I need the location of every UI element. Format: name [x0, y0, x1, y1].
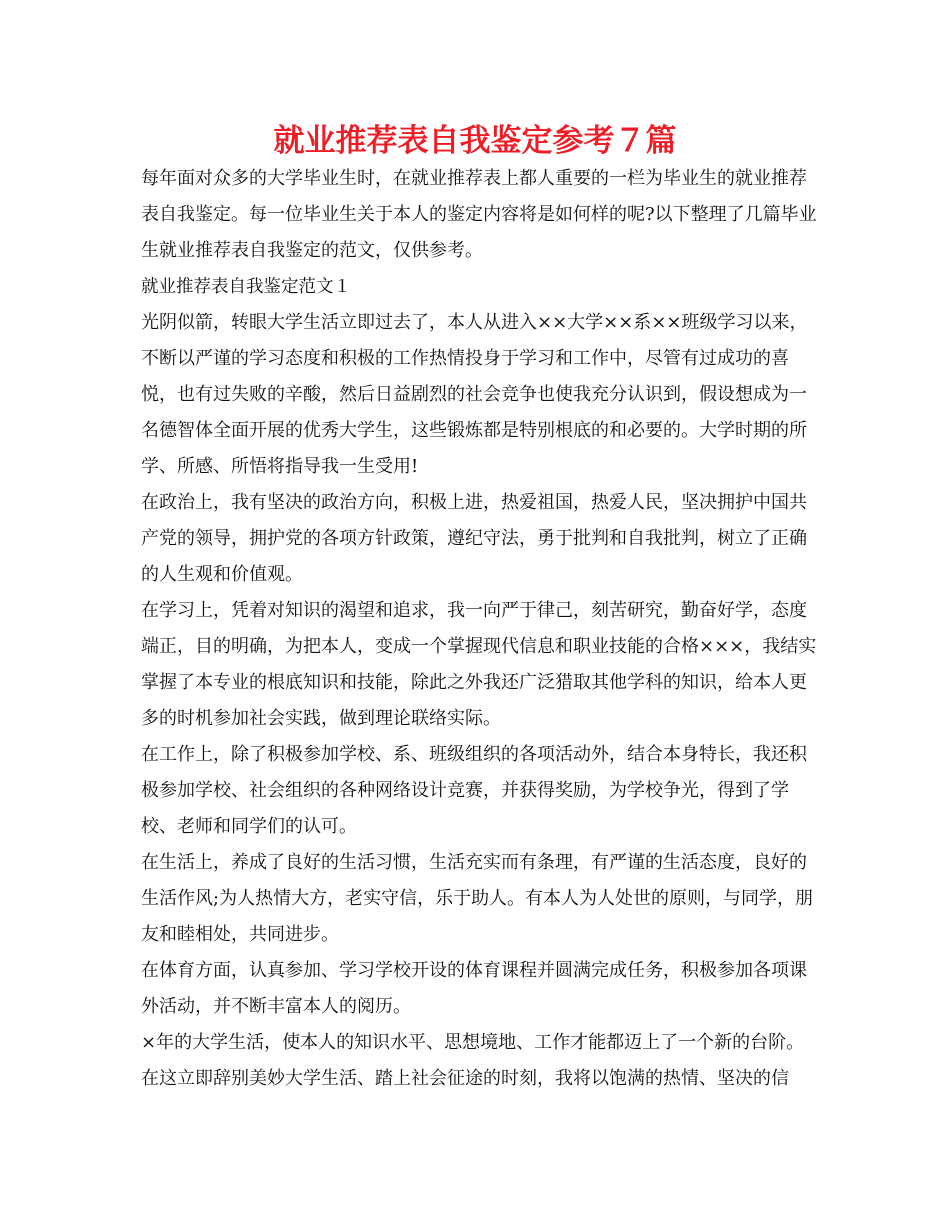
- body-paragraph: 在体育方面，认真参加、学习学校开设的体育课程并圆满完成任务，积极参加各项课外活动，并不断丰富本人的阅历。: [141, 960, 807, 1017]
- document-body: [141, 161, 821, 1097]
- body-paragraph: 在生活上，养成了良好的生活习惯，生活充实而有条理，有严谨的生活态度，良好的生活作风;为人热情大方，老实守信，乐于助人。有本人为人处世的原则，与同学，朋友和睦相处，共同进步。: [141, 852, 814, 945]
- intro-paragraph: 每年面对众多的大学毕业生时，在就业推荐表上都人重要的一栏为毕业生的就业推荐表自我鉴定。每一位毕业生关于本人的鉴定内容将是如何样的呢?以下整理了几篇毕业生就业推荐表自我鉴定的范文，仅供参考。: [141, 168, 817, 261]
- body-paragraph: 在学习上，凭着对知识的渴望和追求，我一向严于律己，刻苦研究，勤奋好学，态度端正，目的明确，为把本人，变成一个掌握现代信息和职业技能的合格×××，我结实掌握了本专业的根底知识和技能，除此之外我还广泛猎取其他学科的知识，给本人更多的时机参加社会实践，做到理论联络实际。: [141, 600, 817, 729]
- body-paragraph: 在工作上，除了积极参加学校、系、班级组织的各项活动外，结合本身特长，我还积极参加学校、社会组织的各种网络设计竞赛，并获得奖励，为学校争光，得到了学校、老师和同学们的认可。: [141, 744, 807, 837]
- body-paragraph: 在这立即辞别美妙大学生活、踏上社会征途的时刻，我将以饱满的热情、坚决的信: [141, 1068, 789, 1089]
- document-title: 就业推荐表自我鉴定参考７篇: [273, 123, 677, 159]
- body-paragraph: 光阴似箭，转眼大学生活立即过去了，本人从进入××大学××系××班级学习以来，不断以严谨的学习态度和积极的工作热情投身于学习和工作中，尽管有过成功的喜悦，也有过失败的辛酸，然后日益剧烈的社会竞争也使我充分认识到，假设想成为一名德智体全面开展的优秀大学生，这些锻炼都是特别根底的和必要的。大学时期的所学、所感、所悟将指导我一生受用!: [141, 312, 808, 477]
- body-paragraph: ×年的大学生活，使本人的知识水平、思想境地、工作才能都迈上了一个新的台阶。: [141, 1032, 805, 1053]
- body-paragraph: 在政治上，我有坚决的政治方向，积极上进，热爱祖国，热爱人民，坚决拥护中国共产党的领导，拥护党的各项方针政策，遵纪守法，勇于批判和自我批判，树立了正确的人生观和价值观。: [141, 492, 807, 585]
- section-heading: 就业推荐表自我鉴定范文１: [141, 277, 351, 297]
